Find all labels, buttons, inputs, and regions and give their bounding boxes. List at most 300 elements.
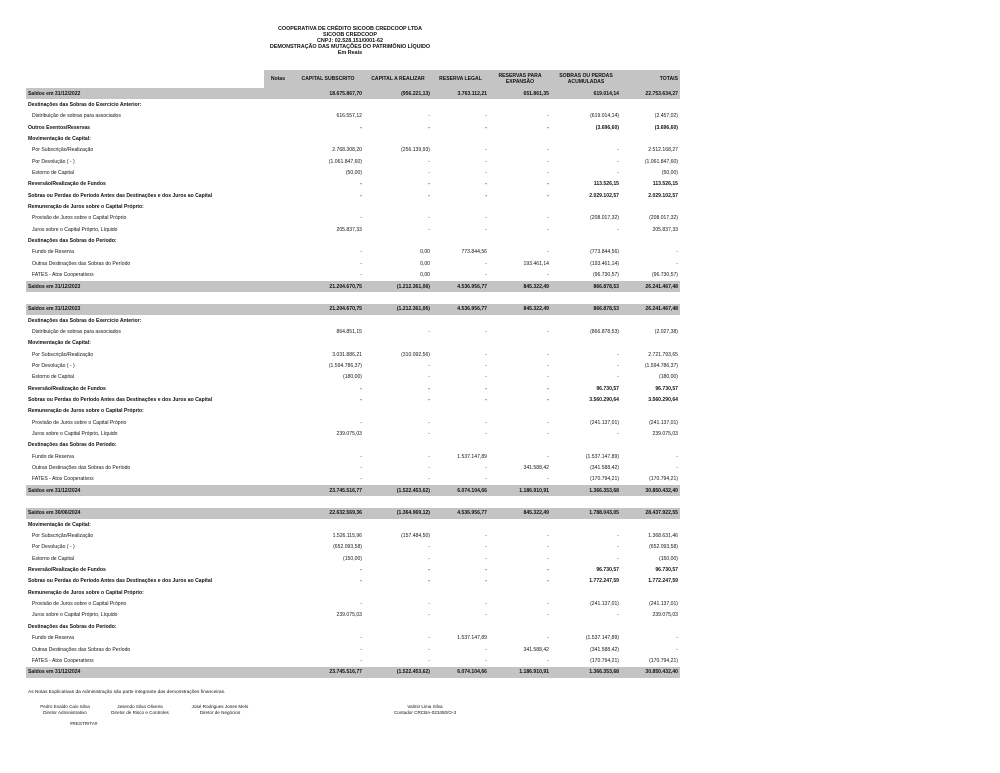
- cell-value: [264, 655, 292, 666]
- cell-value: [364, 201, 432, 212]
- cell-value: [264, 326, 292, 337]
- cell-value: -: [485, 181, 487, 188]
- cell-value: [264, 235, 292, 246]
- cell-value: [621, 338, 680, 349]
- col-header-notas: Notas: [264, 70, 292, 88]
- cell-value: -: [547, 612, 549, 619]
- cell-value: -: [485, 601, 487, 608]
- row-label: Remuneração de Juros sobre o Capital Próprio:: [28, 204, 144, 211]
- cell-value: -: [360, 419, 362, 426]
- classification-label: #RESTRITA#: [70, 721, 98, 726]
- cell-value: -: [485, 170, 487, 177]
- row-label: Outras Destinações das Sobras do Período: [32, 646, 131, 653]
- cell-value: [489, 406, 551, 417]
- cell-value: (1.061.847,60): [644, 158, 678, 165]
- cell-value: [292, 406, 364, 417]
- cell-value: -: [485, 272, 487, 279]
- cell-value: 21.204.670,75: [292, 304, 364, 315]
- cell-value: [264, 122, 292, 133]
- row-label: Juros sobre o Capital Próprio, Líquido: [32, 612, 118, 619]
- cell-value: (3.696,60): [654, 124, 678, 131]
- cell-value: 1.366.353,68: [551, 667, 621, 678]
- cell-value: [551, 201, 621, 212]
- cell-value: 0,00: [420, 272, 430, 279]
- table-row: [26, 633, 680, 644]
- cell-value: [432, 338, 489, 349]
- cell-value: (241.137,01): [649, 601, 678, 608]
- cell-value: 3.031.886,21: [332, 351, 362, 358]
- cell-value: 1.186.910,91: [489, 485, 551, 496]
- row-label: Outras Destinações das Sobras do Período: [32, 465, 131, 472]
- cell-value: 18.675.867,70: [292, 88, 364, 99]
- cell-value: -: [547, 124, 549, 131]
- cell-value: 0,00: [420, 249, 430, 256]
- row-label: Saldos em 30/06/2024: [26, 508, 264, 519]
- cell-value: [264, 88, 292, 99]
- row-label: Por Devolução ( - ): [32, 158, 75, 165]
- cell-value: -: [428, 453, 430, 460]
- row-label: Reversão/Realização de Fundos: [28, 385, 106, 392]
- cell-value: 1.788.043,05: [551, 508, 621, 519]
- cell-value: [264, 383, 292, 394]
- cell-value: [621, 133, 680, 144]
- cell-value: [264, 190, 292, 201]
- table-row: [26, 213, 680, 224]
- cell-value: [264, 224, 292, 235]
- cell-value: [551, 292, 621, 303]
- cell-value: [621, 201, 680, 212]
- cell-value: [364, 338, 432, 349]
- cell-value: [432, 519, 489, 530]
- cell-value: [264, 133, 292, 144]
- cell-value: 341.588,42: [523, 465, 549, 472]
- cell-value: [264, 610, 292, 621]
- cell-value: [489, 519, 551, 530]
- cell-value: 113.526,15: [593, 181, 619, 188]
- cell-value: [432, 496, 489, 507]
- cell-value: 4.536.956,77: [432, 304, 489, 315]
- table-row: [26, 224, 680, 235]
- cell-value: -: [485, 158, 487, 165]
- table-row: [26, 235, 680, 246]
- row-label: Por Devolução ( - ): [32, 544, 75, 551]
- cell-value: 193.461,14: [523, 260, 549, 267]
- row-label: Juros sobre o Capital Próprio, Líquido: [32, 226, 118, 233]
- cell-value: [432, 201, 489, 212]
- cell-value: [551, 315, 621, 326]
- row-label: Movimentação de Capital:: [28, 521, 91, 528]
- cell-value: -: [485, 578, 487, 585]
- cell-value: [292, 201, 364, 212]
- table-row: [26, 576, 680, 587]
- cell-value: 4.536.956,77: [432, 281, 489, 292]
- cell-value: -: [428, 646, 430, 653]
- cell-value: -: [485, 226, 487, 233]
- cell-value: [364, 587, 432, 598]
- cell-value: (956.221,13): [364, 88, 432, 99]
- cell-value: -: [547, 544, 549, 551]
- cell-value: (50,00): [345, 170, 362, 177]
- currency-label: Em Reais: [337, 50, 363, 57]
- cell-value: 22.632.569,36: [292, 508, 364, 519]
- cell-value: [264, 167, 292, 178]
- cell-value: (150,00): [659, 555, 678, 562]
- row-label: Saldos em 31/12/2022: [26, 88, 264, 99]
- row-label: Sobras ou Perdas do Período Antes das Destinações e dos Juros ao Capital: [28, 192, 213, 199]
- cell-value: -: [485, 555, 487, 562]
- cell-value: -: [428, 158, 430, 165]
- col-header-sobras-perdas: SOBRAS OU PERDAS ACUMULADAS: [551, 70, 621, 88]
- cell-value: -: [360, 453, 362, 460]
- cell-value: [364, 99, 432, 110]
- cell-value: -: [360, 567, 362, 574]
- cell-value: -: [485, 124, 487, 131]
- cell-value: -: [547, 170, 549, 177]
- cell-value: -: [428, 578, 430, 585]
- cell-value: -: [428, 657, 430, 664]
- cell-value: -: [360, 476, 362, 483]
- row-label: Provisão de Juros sobre o Capital Próprio: [32, 601, 127, 608]
- signature-name: José Rodrigues Jones Melo: [191, 704, 249, 709]
- table-row: [26, 428, 680, 439]
- table-row: [26, 338, 680, 349]
- cell-value: 3.560.290,64: [648, 396, 678, 403]
- row-label: Provisão de Juros sobre o Capital Próprio: [32, 419, 127, 426]
- cell-value: [264, 496, 292, 507]
- cell-value: [551, 406, 621, 417]
- cell-value: -: [547, 385, 549, 392]
- cell-value: -: [485, 657, 487, 664]
- cell-value: [292, 587, 364, 598]
- cell-value: -: [547, 328, 549, 335]
- table-row: [26, 474, 680, 485]
- cell-value: -: [485, 351, 487, 358]
- table-row: [26, 360, 680, 371]
- cell-value: 864.851,15: [336, 328, 362, 335]
- cell-value: 26.241.467,48: [621, 281, 680, 292]
- table-row: [26, 99, 680, 110]
- cell-value: -: [547, 578, 549, 585]
- cell-value: -: [547, 374, 549, 381]
- row-label: FATES - Atos Cooperativos: [32, 272, 94, 279]
- table-row: [26, 156, 680, 167]
- cell-value: -: [360, 272, 362, 279]
- cell-value: 23.745.516,77: [292, 485, 364, 496]
- table-row: [26, 644, 680, 655]
- cell-value: [364, 496, 432, 507]
- cell-value: 23.745.516,77: [292, 667, 364, 678]
- cell-value: (241.137,01): [590, 601, 619, 608]
- cell-value: -: [676, 249, 678, 256]
- col-header-capital-a-realizar: CAPITAL A REALIZAR: [364, 70, 432, 88]
- cell-value: -: [360, 192, 362, 199]
- cell-value: (241.137,01): [590, 419, 619, 426]
- company-cnpj: CNPJ: 02.528.151/0001-62: [317, 38, 383, 45]
- col-header-capital-subscrito: CAPITAL SUBSCRITO: [292, 70, 364, 88]
- statement-title: DEMONSTRAÇÃO DAS MUTAÇÕES DO PATRIMÔNIO LÍQUIDO: [269, 44, 431, 51]
- row-label: FATES - Atos Cooperativos: [32, 657, 94, 664]
- cell-value: 866.878,53: [551, 304, 621, 315]
- cell-value: (773.844,56): [590, 249, 619, 256]
- cell-value: 239.075,03: [336, 612, 362, 619]
- cell-value: 1.537.147,89: [457, 453, 487, 460]
- cell-value: -: [547, 635, 549, 642]
- cell-value: [489, 338, 551, 349]
- cell-value: -: [485, 567, 487, 574]
- cell-value: (1.364.969,12): [364, 508, 432, 519]
- cell-value: 30.850.432,40: [621, 667, 680, 678]
- table-row: [26, 542, 680, 553]
- cell-value: 22.753.634,27: [621, 88, 680, 99]
- table-row: [26, 621, 680, 632]
- cell-value: -: [617, 226, 619, 233]
- cell-value: -: [428, 419, 430, 426]
- cell-value: [621, 99, 680, 110]
- cell-value: (157.484,50): [401, 533, 430, 540]
- cell-value: (341.588,42): [590, 646, 619, 653]
- cell-value: -: [547, 453, 549, 460]
- row-label: Destinações das Sobras do Período:: [28, 442, 117, 449]
- cell-value: -: [617, 612, 619, 619]
- col-header-totais: TOTAIS: [621, 70, 680, 88]
- cell-value: -: [547, 192, 549, 199]
- cell-value: (341.588,42): [590, 465, 619, 472]
- cell-value: [489, 292, 551, 303]
- cell-value: (1.594.786,37): [644, 362, 678, 369]
- cell-value: -: [547, 430, 549, 437]
- cell-value: 96.730,57: [596, 385, 619, 392]
- cell-value: [264, 519, 292, 530]
- cell-value: -: [360, 635, 362, 642]
- cell-value: -: [617, 544, 619, 551]
- cell-value: -: [547, 226, 549, 233]
- table-row: [26, 201, 680, 212]
- cell-value: [489, 315, 551, 326]
- cell-value: [292, 338, 364, 349]
- cell-value: (652.093,58): [333, 544, 362, 551]
- cell-value: [621, 621, 680, 632]
- table-row: [26, 610, 680, 621]
- equity-changes-table: [26, 70, 680, 678]
- cell-value: [432, 621, 489, 632]
- cell-value: -: [485, 260, 487, 267]
- cell-value: [489, 235, 551, 246]
- cell-value: [264, 315, 292, 326]
- cell-value: (1.212.361,06): [364, 281, 432, 292]
- cell-value: [432, 235, 489, 246]
- cell-value: [264, 213, 292, 224]
- cell-value: (2.027,38): [654, 328, 678, 335]
- cell-value: [432, 587, 489, 598]
- cell-value: -: [485, 362, 487, 369]
- cell-value: 26.241.467,48: [621, 304, 680, 315]
- cell-value: -: [485, 328, 487, 335]
- table-row: [26, 372, 680, 383]
- cell-value: -: [360, 646, 362, 653]
- cell-value: [264, 633, 292, 644]
- row-label: Fundo de Reserva: [32, 249, 74, 256]
- cell-value: [264, 508, 292, 519]
- row-label: Destinações das Sobras do Período:: [28, 623, 117, 630]
- cell-value: 28.437.922,55: [621, 508, 680, 519]
- row-label: Saldos em 31/12/2023: [26, 281, 264, 292]
- cell-value: -: [428, 113, 430, 120]
- table-row: [26, 349, 680, 360]
- cell-value: -: [360, 260, 362, 267]
- cell-value: 2.512.168,27: [648, 147, 678, 154]
- spacer-row: [26, 292, 680, 303]
- cell-value: -: [547, 181, 549, 188]
- signature-business-director: [180, 704, 260, 716]
- cell-value: -: [547, 476, 549, 483]
- cell-value: 6.074.104,66: [432, 667, 489, 678]
- cell-value: [432, 440, 489, 451]
- table-row: [26, 111, 680, 122]
- cell-value: -: [428, 476, 430, 483]
- row-label: Destinações das Sobras do Exercício Anterior:: [28, 102, 142, 109]
- cell-value: -: [547, 396, 549, 403]
- cell-value: [292, 440, 364, 451]
- table-row: [26, 315, 680, 326]
- cell-value: [264, 587, 292, 598]
- table-row: [26, 167, 680, 178]
- row-label: Provisão de Juros sobre o Capital Próprio: [32, 215, 127, 222]
- table-row: [26, 145, 680, 156]
- cell-value: 3.560.290,64: [589, 396, 619, 403]
- cell-value: 3.763.112,21: [432, 88, 489, 99]
- cell-value: [292, 315, 364, 326]
- row-label: Distribuição de sobras para associados: [32, 113, 121, 120]
- signature-role: Diretor de Negócios: [199, 710, 241, 715]
- cell-value: 239.075,03: [652, 612, 678, 619]
- cell-value: (241.137,01): [649, 419, 678, 426]
- cell-value: 6.074.104,66: [432, 485, 489, 496]
- cell-value: -: [428, 555, 430, 562]
- cell-value: [264, 292, 292, 303]
- cell-value: [432, 406, 489, 417]
- cell-value: -: [547, 215, 549, 222]
- cell-value: -: [360, 124, 362, 131]
- cell-value: 96.730,57: [655, 567, 678, 574]
- cell-value: [551, 519, 621, 530]
- cell-value: -: [547, 272, 549, 279]
- balance-row: [26, 304, 680, 315]
- cell-value: [264, 111, 292, 122]
- cell-value: 4.536.956,77: [432, 508, 489, 519]
- row-label: Sobras ou Perdas do Período Antes das Destinações e dos Juros ao Capital: [28, 396, 213, 403]
- row-label: Sobras ou Perdas do Período Antes das Destinações e dos Juros ao Capital: [28, 578, 213, 585]
- cell-value: [551, 133, 621, 144]
- cell-value: 773.844,56: [461, 249, 487, 256]
- signature-administrative-director: [30, 704, 100, 716]
- balance-row: [26, 88, 680, 99]
- row-label: Outras Destinações das Sobras do Período: [32, 260, 131, 267]
- table-row: [26, 258, 680, 269]
- table-row: [26, 655, 680, 666]
- cell-value: 239.075,03: [336, 430, 362, 437]
- cell-value: -: [547, 601, 549, 608]
- cell-value: [264, 667, 292, 678]
- signature-risk-director: [100, 704, 180, 716]
- table-row: [26, 417, 680, 428]
- row-label: Destinações das Sobras do Exercício Anterior:: [28, 317, 142, 324]
- cell-value: 1.368.631,46: [648, 533, 678, 540]
- cell-value: -: [485, 147, 487, 154]
- table-body: [26, 88, 680, 678]
- cell-value: -: [617, 374, 619, 381]
- cell-value: (2.457,02): [654, 113, 678, 120]
- table-row: [26, 519, 680, 530]
- cell-value: (193.461,14): [590, 260, 619, 267]
- cell-value: [432, 99, 489, 110]
- cell-value: 845.322,49: [489, 304, 551, 315]
- cell-value: [621, 440, 680, 451]
- cell-value: [264, 247, 292, 258]
- table-row: [26, 133, 680, 144]
- row-label: Saldos em 31/12/2024: [26, 667, 264, 678]
- cell-value: 30.850.432,40: [621, 485, 680, 496]
- cell-value: (619.014,14): [590, 113, 619, 120]
- cell-value: -: [360, 396, 362, 403]
- cell-value: [432, 292, 489, 303]
- cell-value: [621, 315, 680, 326]
- table-row: [26, 462, 680, 473]
- cell-value: [489, 621, 551, 632]
- cell-value: (310.092,56): [401, 351, 430, 358]
- cell-value: [364, 235, 432, 246]
- cell-value: [621, 587, 680, 598]
- cell-value: -: [617, 351, 619, 358]
- cell-value: [292, 519, 364, 530]
- cell-value: -: [617, 158, 619, 165]
- cell-value: -: [428, 635, 430, 642]
- row-label: Remuneração de Juros sobre o Capital Próprio:: [28, 408, 144, 415]
- row-label: Por Subscrição/Realização: [32, 351, 94, 358]
- cell-value: (652.093,58): [649, 544, 678, 551]
- cell-value: -: [428, 465, 430, 472]
- row-label: Outros Eventos/Reservas: [28, 124, 91, 131]
- cell-value: (170.794,21): [590, 657, 619, 664]
- cell-value: [364, 406, 432, 417]
- cell-value: (170.794,21): [649, 476, 678, 483]
- cell-value: -: [547, 158, 549, 165]
- row-label: Por Devolução ( - ): [32, 362, 75, 369]
- cell-value: 651.861,35: [489, 88, 551, 99]
- row-label: Por Subscrição/Realização: [32, 533, 94, 540]
- cell-value: 1.537.147,89: [457, 635, 487, 642]
- cell-value: -: [485, 113, 487, 120]
- cell-value: -: [428, 385, 430, 392]
- cell-value: -: [485, 612, 487, 619]
- cell-value: -: [547, 113, 549, 120]
- cell-value: (150,00): [343, 555, 362, 562]
- cell-value: -: [360, 465, 362, 472]
- table-row: [26, 564, 680, 575]
- cell-value: [264, 179, 292, 190]
- cell-value: -: [485, 465, 487, 472]
- cell-value: [489, 496, 551, 507]
- cell-value: (866.878,53): [590, 328, 619, 335]
- cell-value: -: [428, 430, 430, 437]
- row-label: Juros sobre o Capital Próprio, Líquido: [32, 430, 118, 437]
- row-label: Por Subscrição/Realização: [32, 147, 94, 154]
- cell-value: (170.794,21): [649, 657, 678, 664]
- row-label: Estorno de Capital: [32, 374, 74, 381]
- cell-value: -: [547, 657, 549, 664]
- cell-value: 0,00: [420, 260, 430, 267]
- cell-value: -: [617, 170, 619, 177]
- cell-value: [264, 564, 292, 575]
